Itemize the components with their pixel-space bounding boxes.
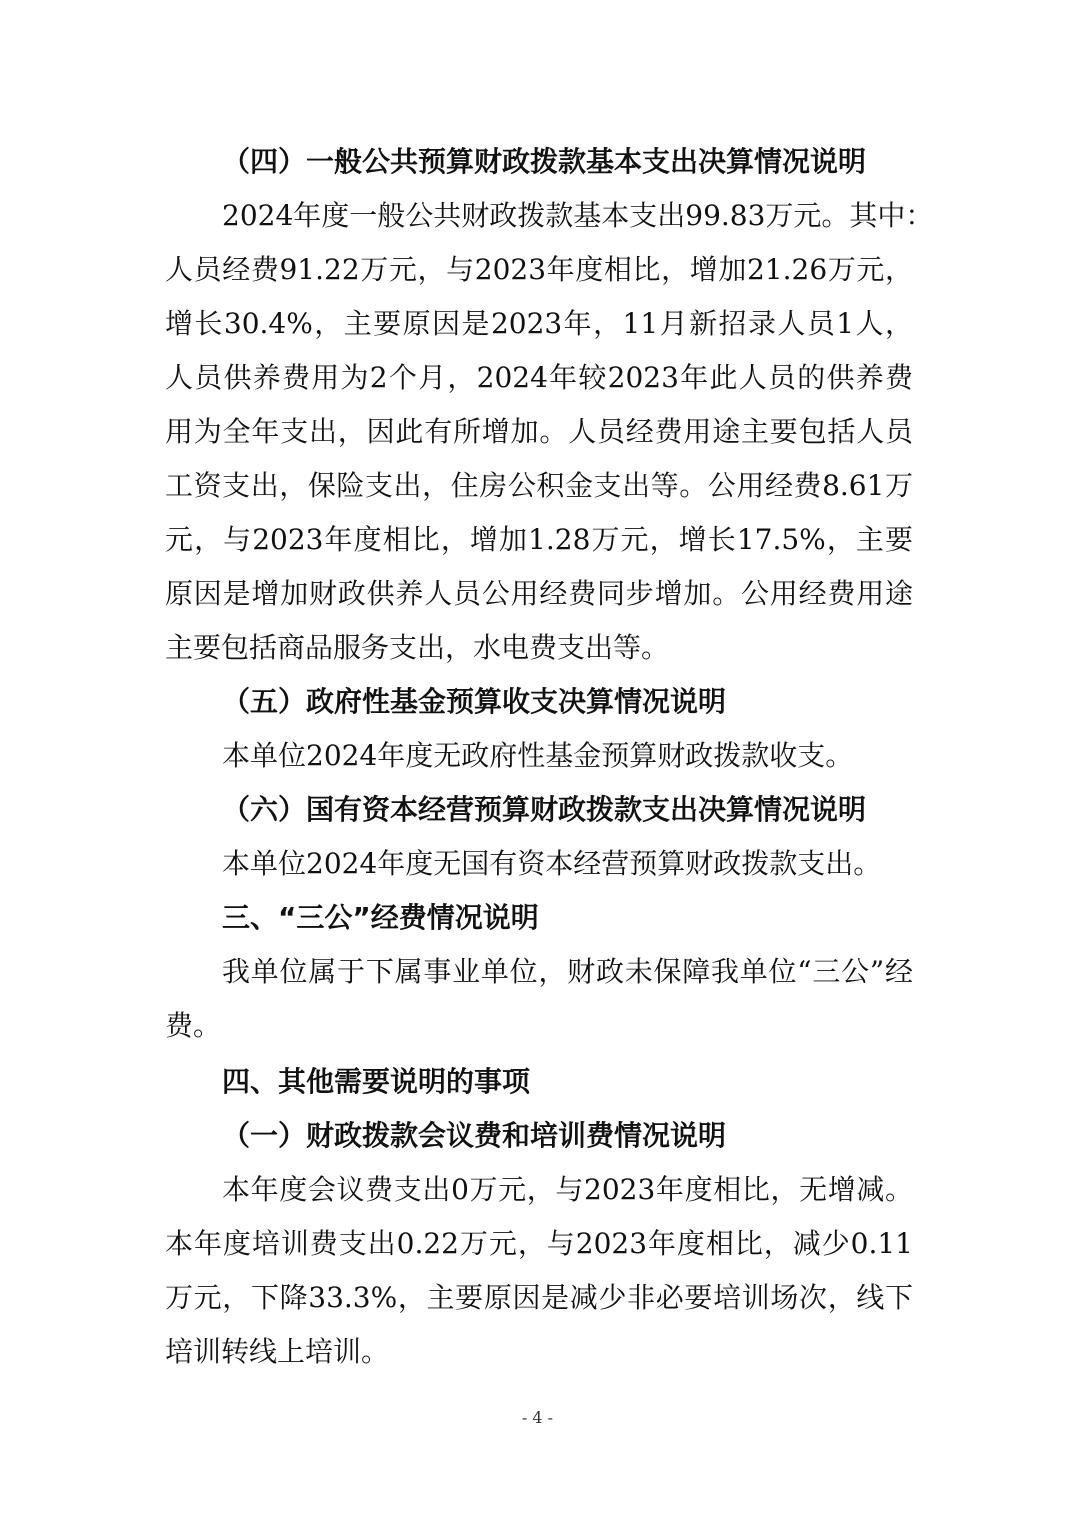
paragraph-line: 费。: [165, 1009, 222, 1042]
section-heading: （一）财政拨款会议费和培训费情况说明: [222, 1119, 727, 1152]
paragraph-line: 本年度培训费支出0.22万元，与2023年度相比，减少0.11: [165, 1227, 913, 1260]
paragraph-line: 元，与2023年度相比，增加1.28万元，增长17.5%，主要: [165, 523, 913, 556]
paragraph-line: 用为全年支出，因此有所增加。人员经费用途主要包括人员: [165, 415, 913, 448]
paragraph-line: 主要包括商品服务支出，水电费支出等。: [165, 631, 670, 664]
paragraph-line: 本年度会议费支出0万元，与2023年度相比，无增减。: [222, 1173, 913, 1206]
section-heading: 四、其他需要说明的事项: [222, 1065, 531, 1098]
paragraph-line: 本单位2024年度无政府性基金预算财政拨款收支。: [222, 739, 854, 772]
paragraph-line: 原因是增加财政供养人员公用经费同步增加。公用经费用途: [165, 577, 913, 610]
paragraph-line: 我单位属于下属事业单位，财政未保障我单位“三公”经: [222, 955, 913, 988]
section-heading: （六）国有资本经营预算财政拨款支出决算情况说明: [222, 793, 867, 826]
paragraph-line: 2024年度一般公共财政拨款基本支出99.83万元。其中：: [222, 199, 934, 232]
page-number: - 4 -: [521, 1408, 554, 1427]
section-heading: （五）政府性基金预算收支决算情况说明: [222, 685, 727, 718]
section-heading: （四）一般公共预算财政拨款基本支出决算情况说明: [222, 145, 867, 178]
section-heading: 三、“三公”经费情况说明: [222, 901, 539, 934]
paragraph-line: 本单位2024年度无国有资本经营预算财政拨款支出。: [222, 847, 882, 880]
document-page: [165, 135, 934, 1379]
paragraph-line: 人员供养费用为2个月，2024年较2023年此人员的供养费: [165, 361, 913, 394]
paragraph-line: 人员经费91.22万元，与2023年度相比，增加21.26万元，: [165, 253, 913, 286]
paragraph-line: 培训转线上培训。: [165, 1335, 390, 1368]
paragraph-line: 工资支出，保险支出，住房公积金支出等。公用经费8.61万: [165, 469, 913, 502]
paragraph-line: 万元，下降33.3%，主要原因是减少非必要培训场次，线下: [165, 1281, 913, 1314]
paragraph-line: 增长30.4%，主要原因是2023年，11月新招录人员1人，: [165, 307, 913, 340]
